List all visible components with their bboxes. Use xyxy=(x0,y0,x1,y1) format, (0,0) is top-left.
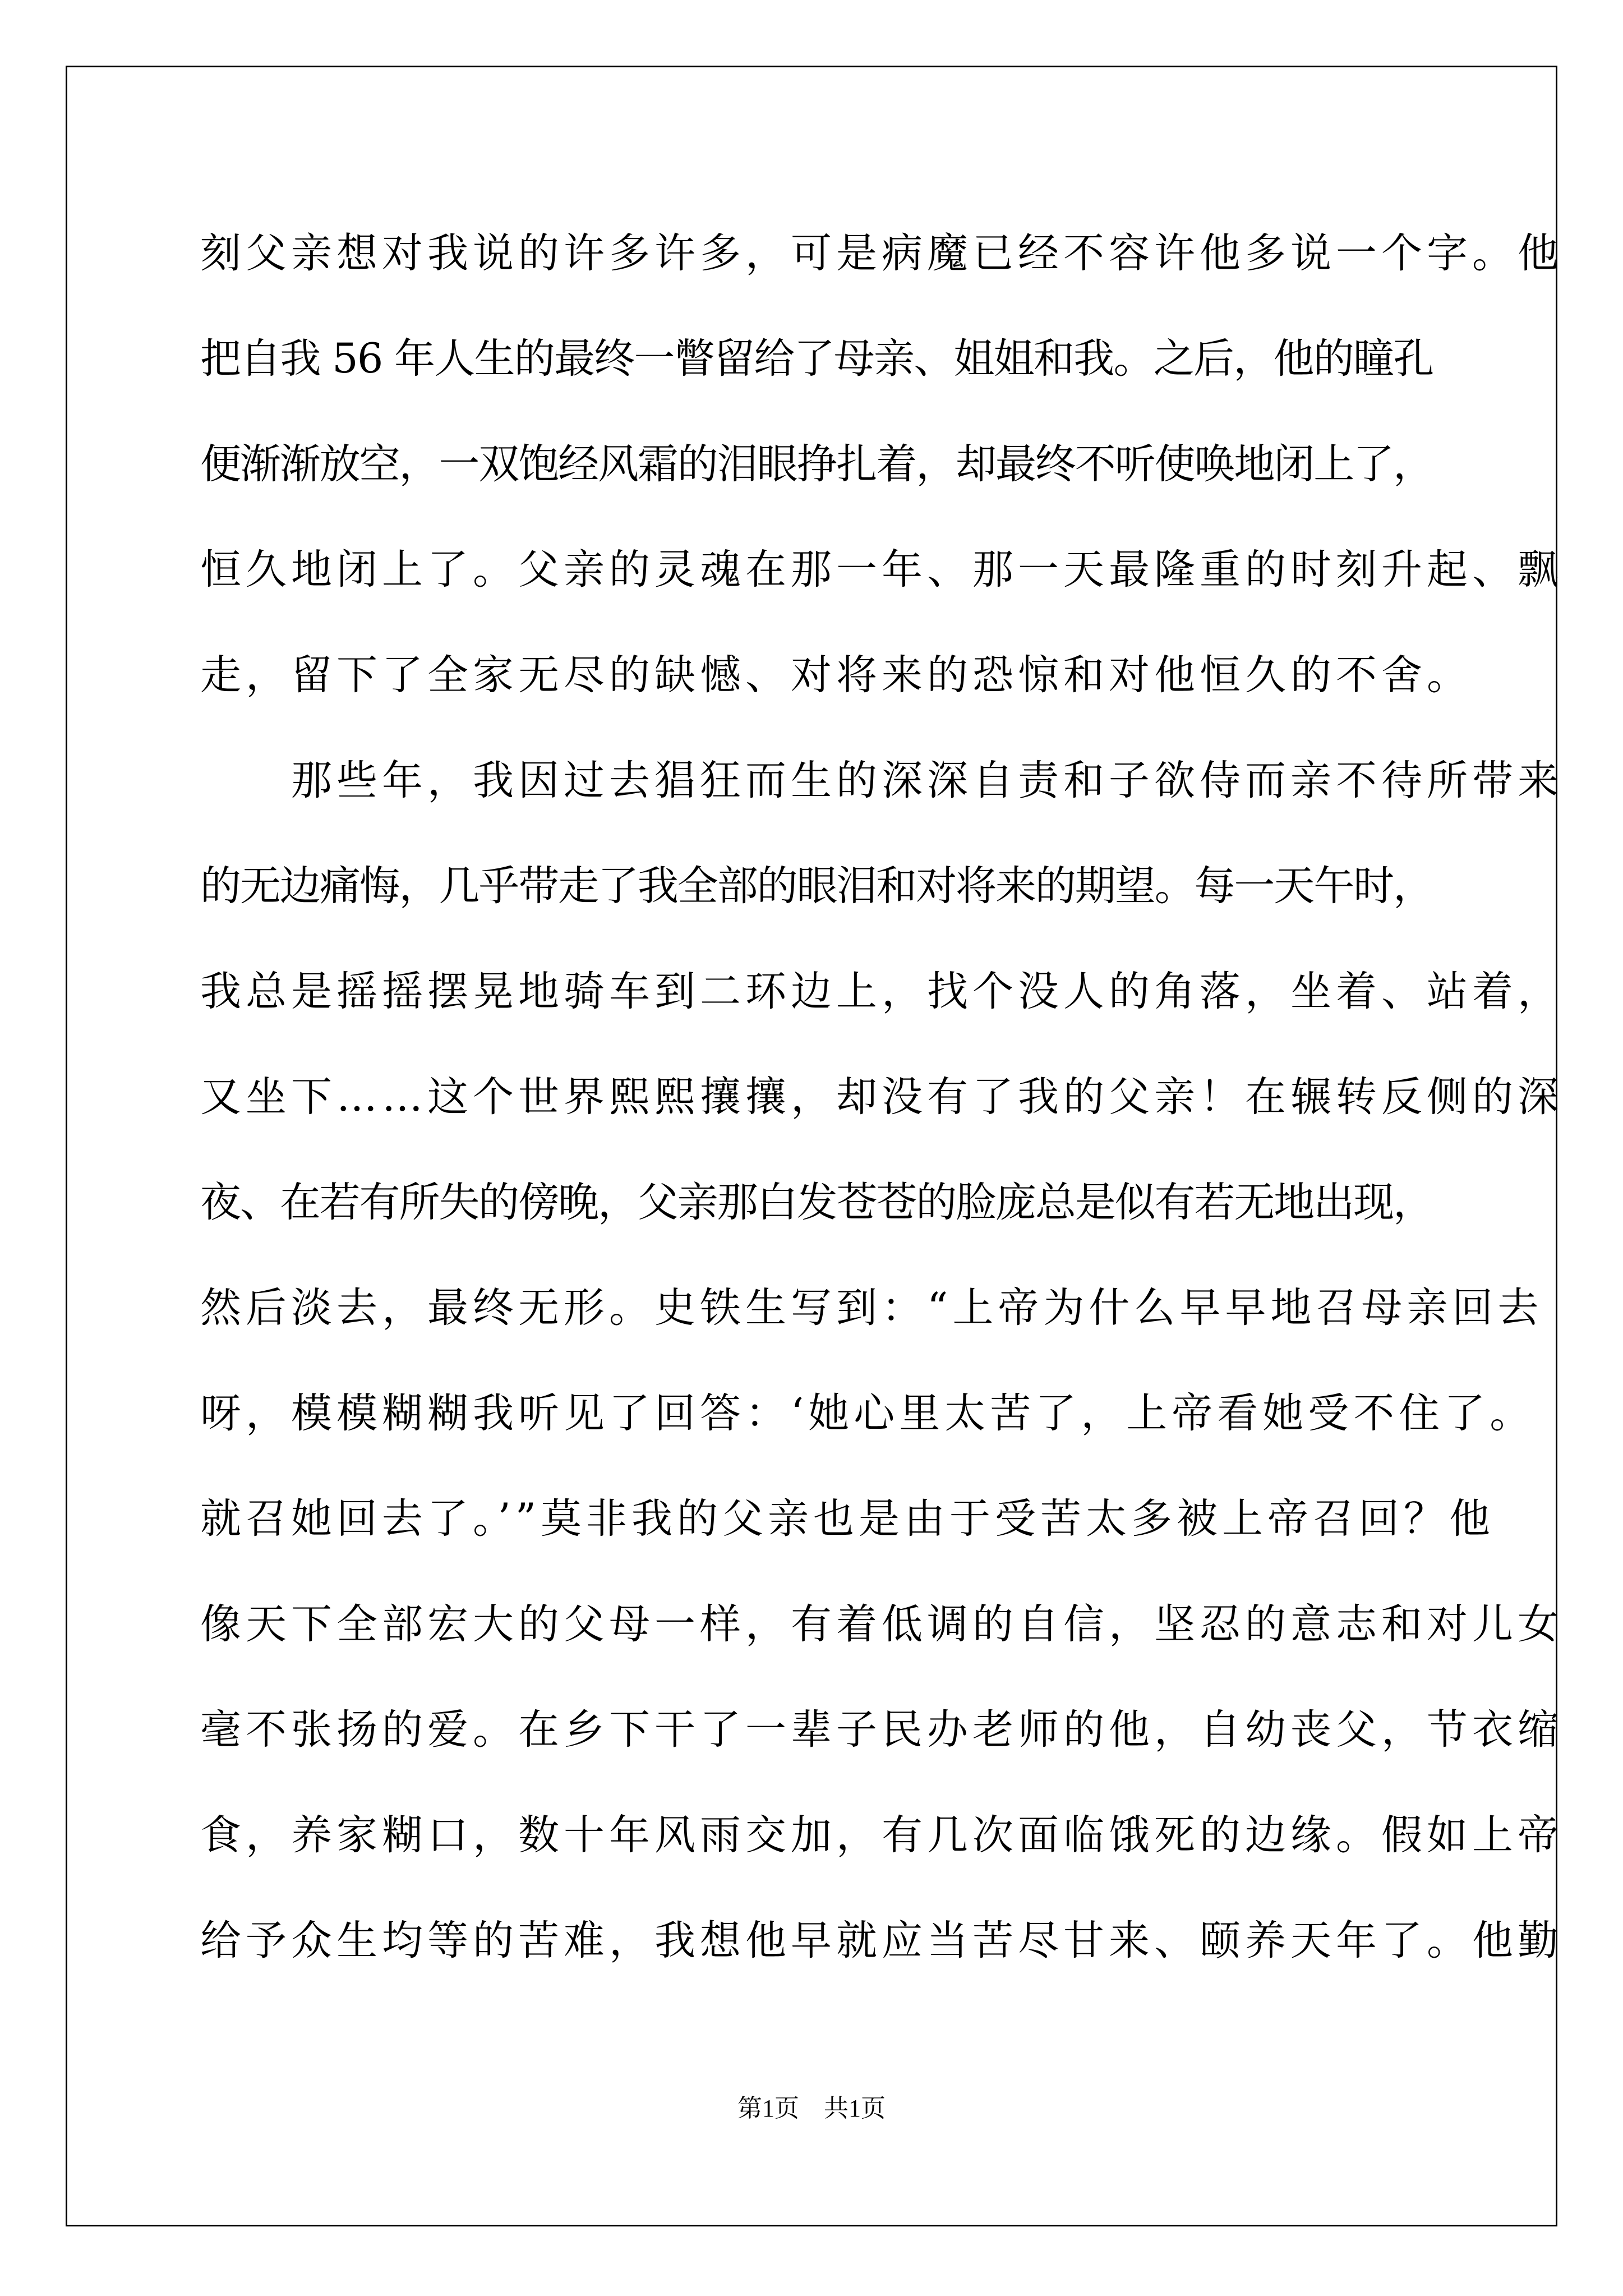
page-footer: 第1页 共1页 xyxy=(737,2095,886,2122)
text-line: 像天下全部宏大的父母一样，有着低调的自信，坚忍的意志和对儿女 xyxy=(200,1600,1563,1648)
text-line: 便渐渐放空，一双饱经风霜的泪眼挣扎着，却最终不听使唤地闭上了， xyxy=(200,440,1433,488)
text-line: 食，养家糊口，数十年风雨交加，有几次面临饿死的边缘。假如上帝 xyxy=(200,1811,1563,1859)
text-line: 我总是摇摇摆晃地骑车到二环边上，找个没人的角落，坐着、站着， xyxy=(200,968,1563,1015)
text-line: 夜、在若有所失的傍晚，父亲那白发苍苍的脸庞总是似有若无地出现， xyxy=(200,1179,1433,1226)
text-line: 那些年，我因过去猖狂而生的深深自责和子欲侍而亲不待所带来 xyxy=(200,757,1563,804)
text-line: 走，留下了全家无尽的缺憾、对将来的恐惊和对他恒久的不舍。 xyxy=(200,651,1472,699)
text-line: 呀，模模糊糊我听见了回答：‘她心里太苦了，上帝看她受不住了。 xyxy=(200,1389,1536,1437)
text-line: 毫不张扬的爱。在乡下干了一辈子民办老师的他，自幼丧父，节衣缩 xyxy=(200,1706,1563,1754)
text-line: 然后淡去，最终无形。史铁生写到：“上帝为什么早早地召母亲回去 xyxy=(200,1284,1543,1332)
text-line: 恒久地闭上了。父亲的灵魂在那一年、那一天最隆重的时刻升起、飘 xyxy=(200,546,1563,593)
page-border xyxy=(66,66,1563,2226)
text-line: 刻父亲想对我说的许多许多，可是病魔已经不容许他多说一个字。他 xyxy=(200,229,1563,277)
text-line: 又坐下……这个世界熙熙攘攘，却没有了我的父亲！在辗转反侧的深 xyxy=(200,1073,1563,1121)
text-line: 给予众生均等的苦难，我想他早就应当苦尽甘来、颐养天年了。他勤 xyxy=(200,1917,1563,1964)
text-line: 就召她回去了。’”莫非我的父亲也是由于受苦太多被上帝召回？他 xyxy=(200,1495,1495,1543)
text-line: 的无边痛悔，几乎带走了我全部的眼泪和对将来的期望。每一天午时， xyxy=(200,862,1433,910)
text-line: 把自我 56 年人生的最终一瞥留给了母亲、姐姐和我。之后，他的瞳孔 xyxy=(200,335,1433,383)
